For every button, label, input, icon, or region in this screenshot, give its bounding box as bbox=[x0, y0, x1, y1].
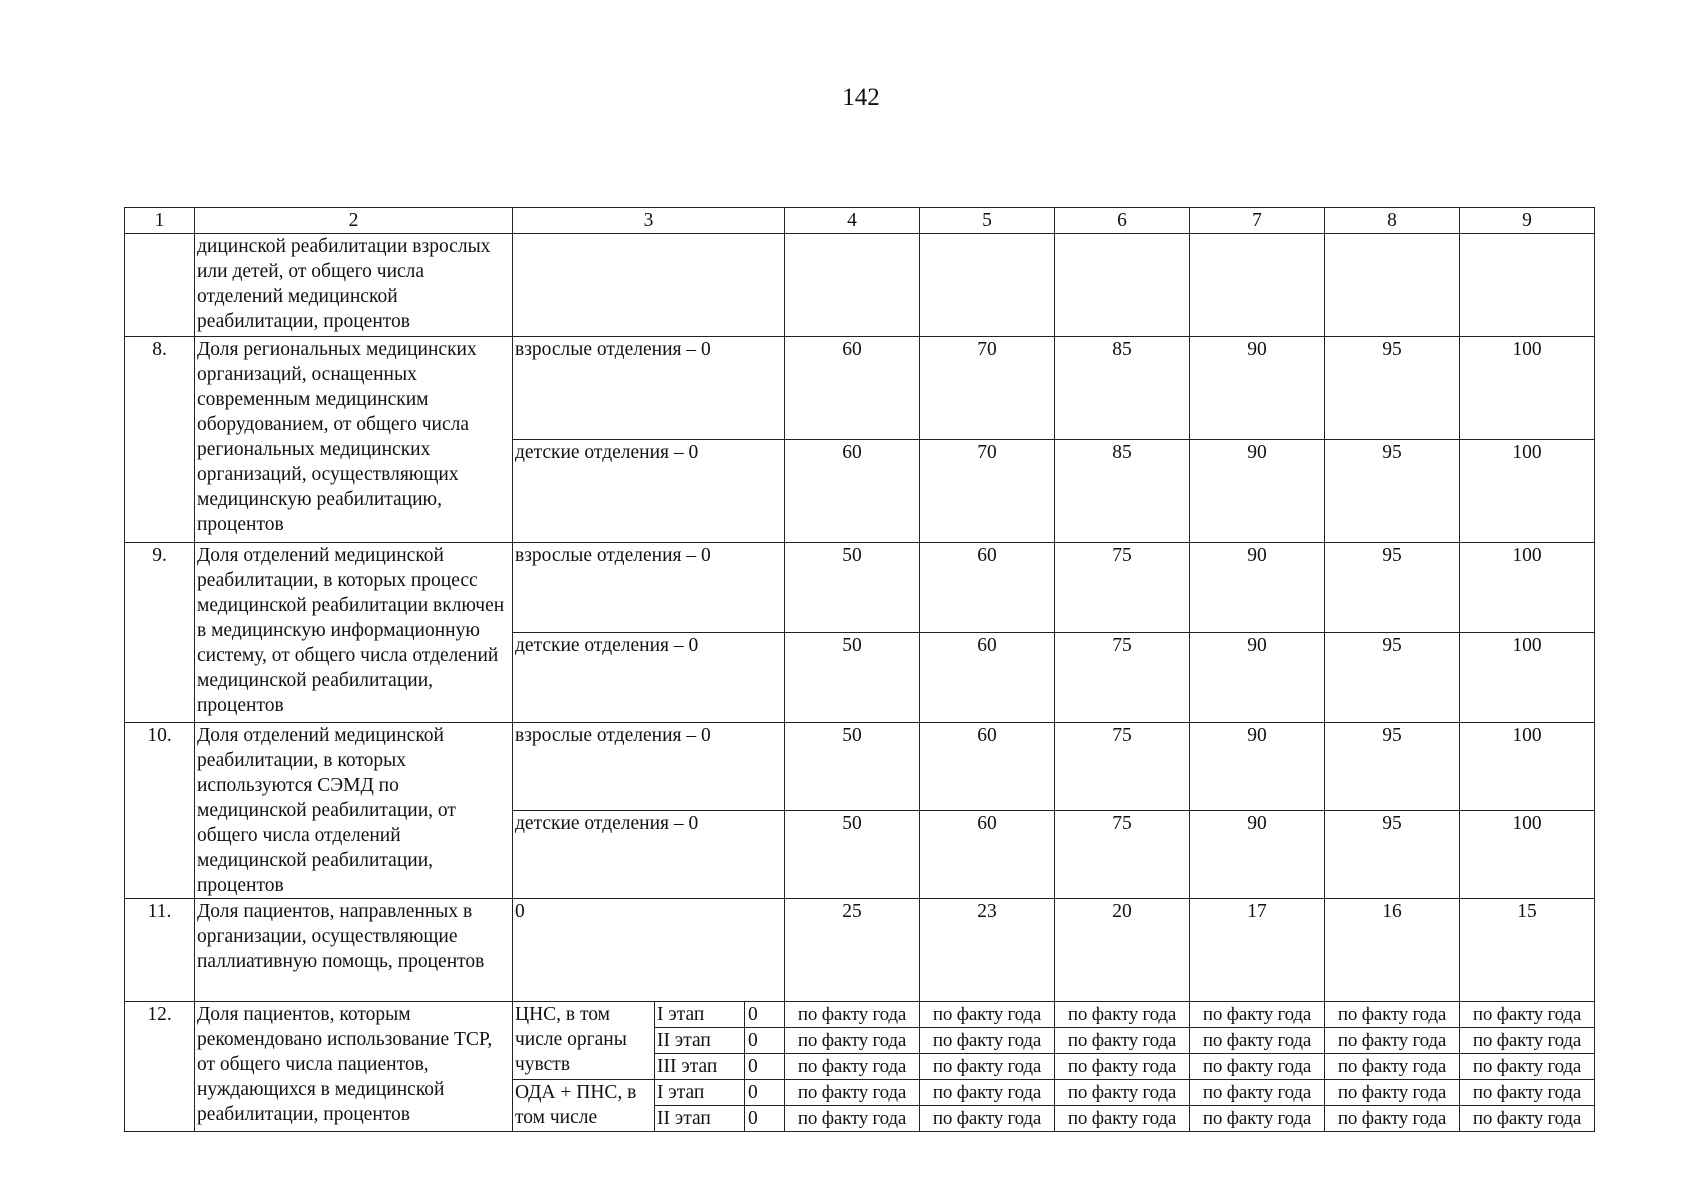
value-cell: по факту года bbox=[1055, 1028, 1190, 1054]
row-number bbox=[125, 234, 195, 337]
header-col-1: 1 bbox=[125, 208, 195, 234]
row-number: 9. bbox=[125, 543, 195, 723]
value-cell: 90 bbox=[1190, 723, 1325, 811]
indicator-description: Доля отделений медицинской реабилитации, в которых процесс медицинской реабилитации включен в медицинскую информационную систему, от общего числа отделений медицинской реабилитации, процентов bbox=[195, 543, 513, 723]
value-cell: по факту года bbox=[785, 1028, 920, 1054]
value-cell: 16 bbox=[1325, 899, 1460, 1002]
value-cell: по факту года bbox=[785, 1106, 920, 1132]
value-cell: 90 bbox=[1190, 633, 1325, 723]
baseline-cell: взрослые отделения – 0 bbox=[513, 337, 785, 440]
value-cell bbox=[1190, 234, 1325, 337]
value-cell: 60 bbox=[785, 440, 920, 543]
value-cell: по факту года bbox=[1460, 1002, 1595, 1028]
value-cell: по факту года bbox=[1190, 1080, 1325, 1106]
value-cell: 95 bbox=[1325, 633, 1460, 723]
value-cell: по факту года bbox=[1460, 1028, 1595, 1054]
value-cell: 15 bbox=[1460, 899, 1595, 1002]
value-cell: 90 bbox=[1190, 440, 1325, 543]
value-cell: 90 bbox=[1190, 337, 1325, 440]
value-cell: по факту года bbox=[920, 1054, 1055, 1080]
value-cell: 70 bbox=[920, 337, 1055, 440]
stage-baseline: 0 bbox=[745, 1080, 785, 1106]
value-cell: 75 bbox=[1055, 723, 1190, 811]
value-cell: 75 bbox=[1055, 543, 1190, 633]
value-cell: 25 bbox=[785, 899, 920, 1002]
indicator-description: Доля пациентов, которым рекомендовано использование ТСР, от общего числа пациентов, нуждающихся в медицинской реабилитации, процентов bbox=[195, 1002, 513, 1132]
stage-label: III этап bbox=[655, 1054, 745, 1080]
value-cell: по факту года bbox=[1190, 1028, 1325, 1054]
value-cell: 50 bbox=[785, 723, 920, 811]
stage-label: I этап bbox=[655, 1080, 745, 1106]
value-cell: по факту года bbox=[1055, 1106, 1190, 1132]
baseline-cell bbox=[513, 234, 785, 337]
stage-baseline: 0 bbox=[745, 1028, 785, 1054]
indicator-description: Доля отделений медицинской реабилитации, в которых используются СЭМД по медицинской реабилитации, от общего числа отделений медицинской реабилитации, процентов bbox=[195, 723, 513, 899]
value-cell: по факту года bbox=[920, 1028, 1055, 1054]
value-cell: 90 bbox=[1190, 543, 1325, 633]
stage-label: I этап bbox=[655, 1002, 745, 1028]
value-cell: по факту года bbox=[1460, 1106, 1595, 1132]
value-cell: по факту года bbox=[1325, 1002, 1460, 1028]
value-cell: 95 bbox=[1325, 337, 1460, 440]
baseline-cell: взрослые отделения – 0 bbox=[513, 543, 785, 633]
value-cell: по факту года bbox=[785, 1054, 920, 1080]
value-cell: по факту года bbox=[1190, 1106, 1325, 1132]
value-cell: по факту года bbox=[1325, 1106, 1460, 1132]
baseline-cell: взрослые отделения – 0 bbox=[513, 723, 785, 811]
table-row-continuation bbox=[125, 234, 1595, 337]
header-col-5: 5 bbox=[920, 208, 1055, 234]
value-cell: по факту года bbox=[920, 1080, 1055, 1106]
header-row bbox=[125, 208, 1595, 234]
value-cell: по факту года bbox=[1190, 1002, 1325, 1028]
value-cell: 17 bbox=[1190, 899, 1325, 1002]
value-cell: 95 bbox=[1325, 811, 1460, 899]
header-col-6: 6 bbox=[1055, 208, 1190, 234]
value-cell: 60 bbox=[920, 543, 1055, 633]
table-row-10 bbox=[125, 723, 1595, 811]
value-cell: по факту года bbox=[1325, 1028, 1460, 1054]
baseline-cell: детские отделения – 0 bbox=[513, 633, 785, 723]
value-cell: по факту года bbox=[1325, 1080, 1460, 1106]
value-cell: 90 bbox=[1190, 811, 1325, 899]
value-cell: по факту года bbox=[1460, 1080, 1595, 1106]
value-cell: 85 bbox=[1055, 440, 1190, 543]
value-cell: 60 bbox=[920, 811, 1055, 899]
table-row-12 bbox=[125, 1002, 1595, 1028]
indicators-table bbox=[124, 207, 1595, 1132]
value-cell: 23 bbox=[920, 899, 1055, 1002]
row-number: 10. bbox=[125, 723, 195, 899]
row-number: 12. bbox=[125, 1002, 195, 1132]
stage-label: II этап bbox=[655, 1028, 745, 1054]
value-cell: по факту года bbox=[1055, 1054, 1190, 1080]
indicator-description: дицинской реабилитации взрослых или детей, от общего числа отделений медицинской реабилитации, процентов bbox=[195, 234, 513, 337]
value-cell: 60 bbox=[785, 337, 920, 440]
value-cell: 60 bbox=[920, 723, 1055, 811]
value-cell: 100 bbox=[1460, 440, 1595, 543]
group-label: ЦНС, в том числе органы чувств bbox=[513, 1002, 655, 1080]
value-cell: 100 bbox=[1460, 337, 1595, 440]
value-cell: 50 bbox=[785, 543, 920, 633]
row-number: 8. bbox=[125, 337, 195, 543]
value-cell: по факту года bbox=[1055, 1080, 1190, 1106]
value-cell bbox=[1325, 234, 1460, 337]
indicator-description: Доля пациентов, направленных в организации, осуществляющие паллиативную помощь, процентов bbox=[195, 899, 513, 1002]
table-row-8 bbox=[125, 337, 1595, 440]
value-cell: 100 bbox=[1460, 723, 1595, 811]
header-col-3: 3 bbox=[513, 208, 785, 234]
stage-baseline: 0 bbox=[745, 1054, 785, 1080]
value-cell: 85 bbox=[1055, 337, 1190, 440]
value-cell: 100 bbox=[1460, 543, 1595, 633]
value-cell bbox=[785, 234, 920, 337]
group-label: ОДА + ПНС, в том числе bbox=[513, 1080, 655, 1132]
value-cell: по факту года bbox=[1460, 1054, 1595, 1080]
row-number: 11. bbox=[125, 899, 195, 1002]
value-cell: по факту года bbox=[1190, 1054, 1325, 1080]
value-cell: 60 bbox=[920, 633, 1055, 723]
table-row-11 bbox=[125, 899, 1595, 1002]
value-cell: 95 bbox=[1325, 543, 1460, 633]
table-row-9 bbox=[125, 543, 1595, 633]
value-cell: по факту года bbox=[785, 1002, 920, 1028]
value-cell: 95 bbox=[1325, 440, 1460, 543]
value-cell: 100 bbox=[1460, 811, 1595, 899]
value-cell: по факту года bbox=[1325, 1054, 1460, 1080]
value-cell: 95 bbox=[1325, 723, 1460, 811]
value-cell: 100 bbox=[1460, 633, 1595, 723]
stage-baseline: 0 bbox=[745, 1002, 785, 1028]
value-cell: 70 bbox=[920, 440, 1055, 543]
stage-baseline: 0 bbox=[745, 1106, 785, 1132]
header-col-7: 7 bbox=[1190, 208, 1325, 234]
value-cell: по факту года bbox=[785, 1080, 920, 1106]
page-number: 142 bbox=[842, 84, 880, 111]
value-cell: 75 bbox=[1055, 811, 1190, 899]
baseline-cell: 0 bbox=[513, 899, 785, 1002]
value-cell: по факту года bbox=[920, 1002, 1055, 1028]
value-cell: по факту года bbox=[920, 1106, 1055, 1132]
value-cell: 50 bbox=[785, 633, 920, 723]
value-cell: 20 bbox=[1055, 899, 1190, 1002]
stage-label: II этап bbox=[655, 1106, 745, 1132]
value-cell bbox=[920, 234, 1055, 337]
value-cell: по факту года bbox=[1055, 1002, 1190, 1028]
value-cell: 75 bbox=[1055, 633, 1190, 723]
baseline-cell: детские отделения – 0 bbox=[513, 811, 785, 899]
value-cell bbox=[1055, 234, 1190, 337]
baseline-cell: детские отделения – 0 bbox=[513, 440, 785, 543]
header-col-2: 2 bbox=[195, 208, 513, 234]
header-col-8: 8 bbox=[1325, 208, 1460, 234]
header-col-4: 4 bbox=[785, 208, 920, 234]
value-cell bbox=[1460, 234, 1595, 337]
value-cell: 50 bbox=[785, 811, 920, 899]
indicator-description: Доля региональных медицинских организаций, оснащенных современным медицинским оборудованием, от общего числа региональных медицинских организаций, осуществляющих медицинскую реабилитацию, процентов bbox=[195, 337, 513, 543]
header-col-9: 9 bbox=[1460, 208, 1595, 234]
